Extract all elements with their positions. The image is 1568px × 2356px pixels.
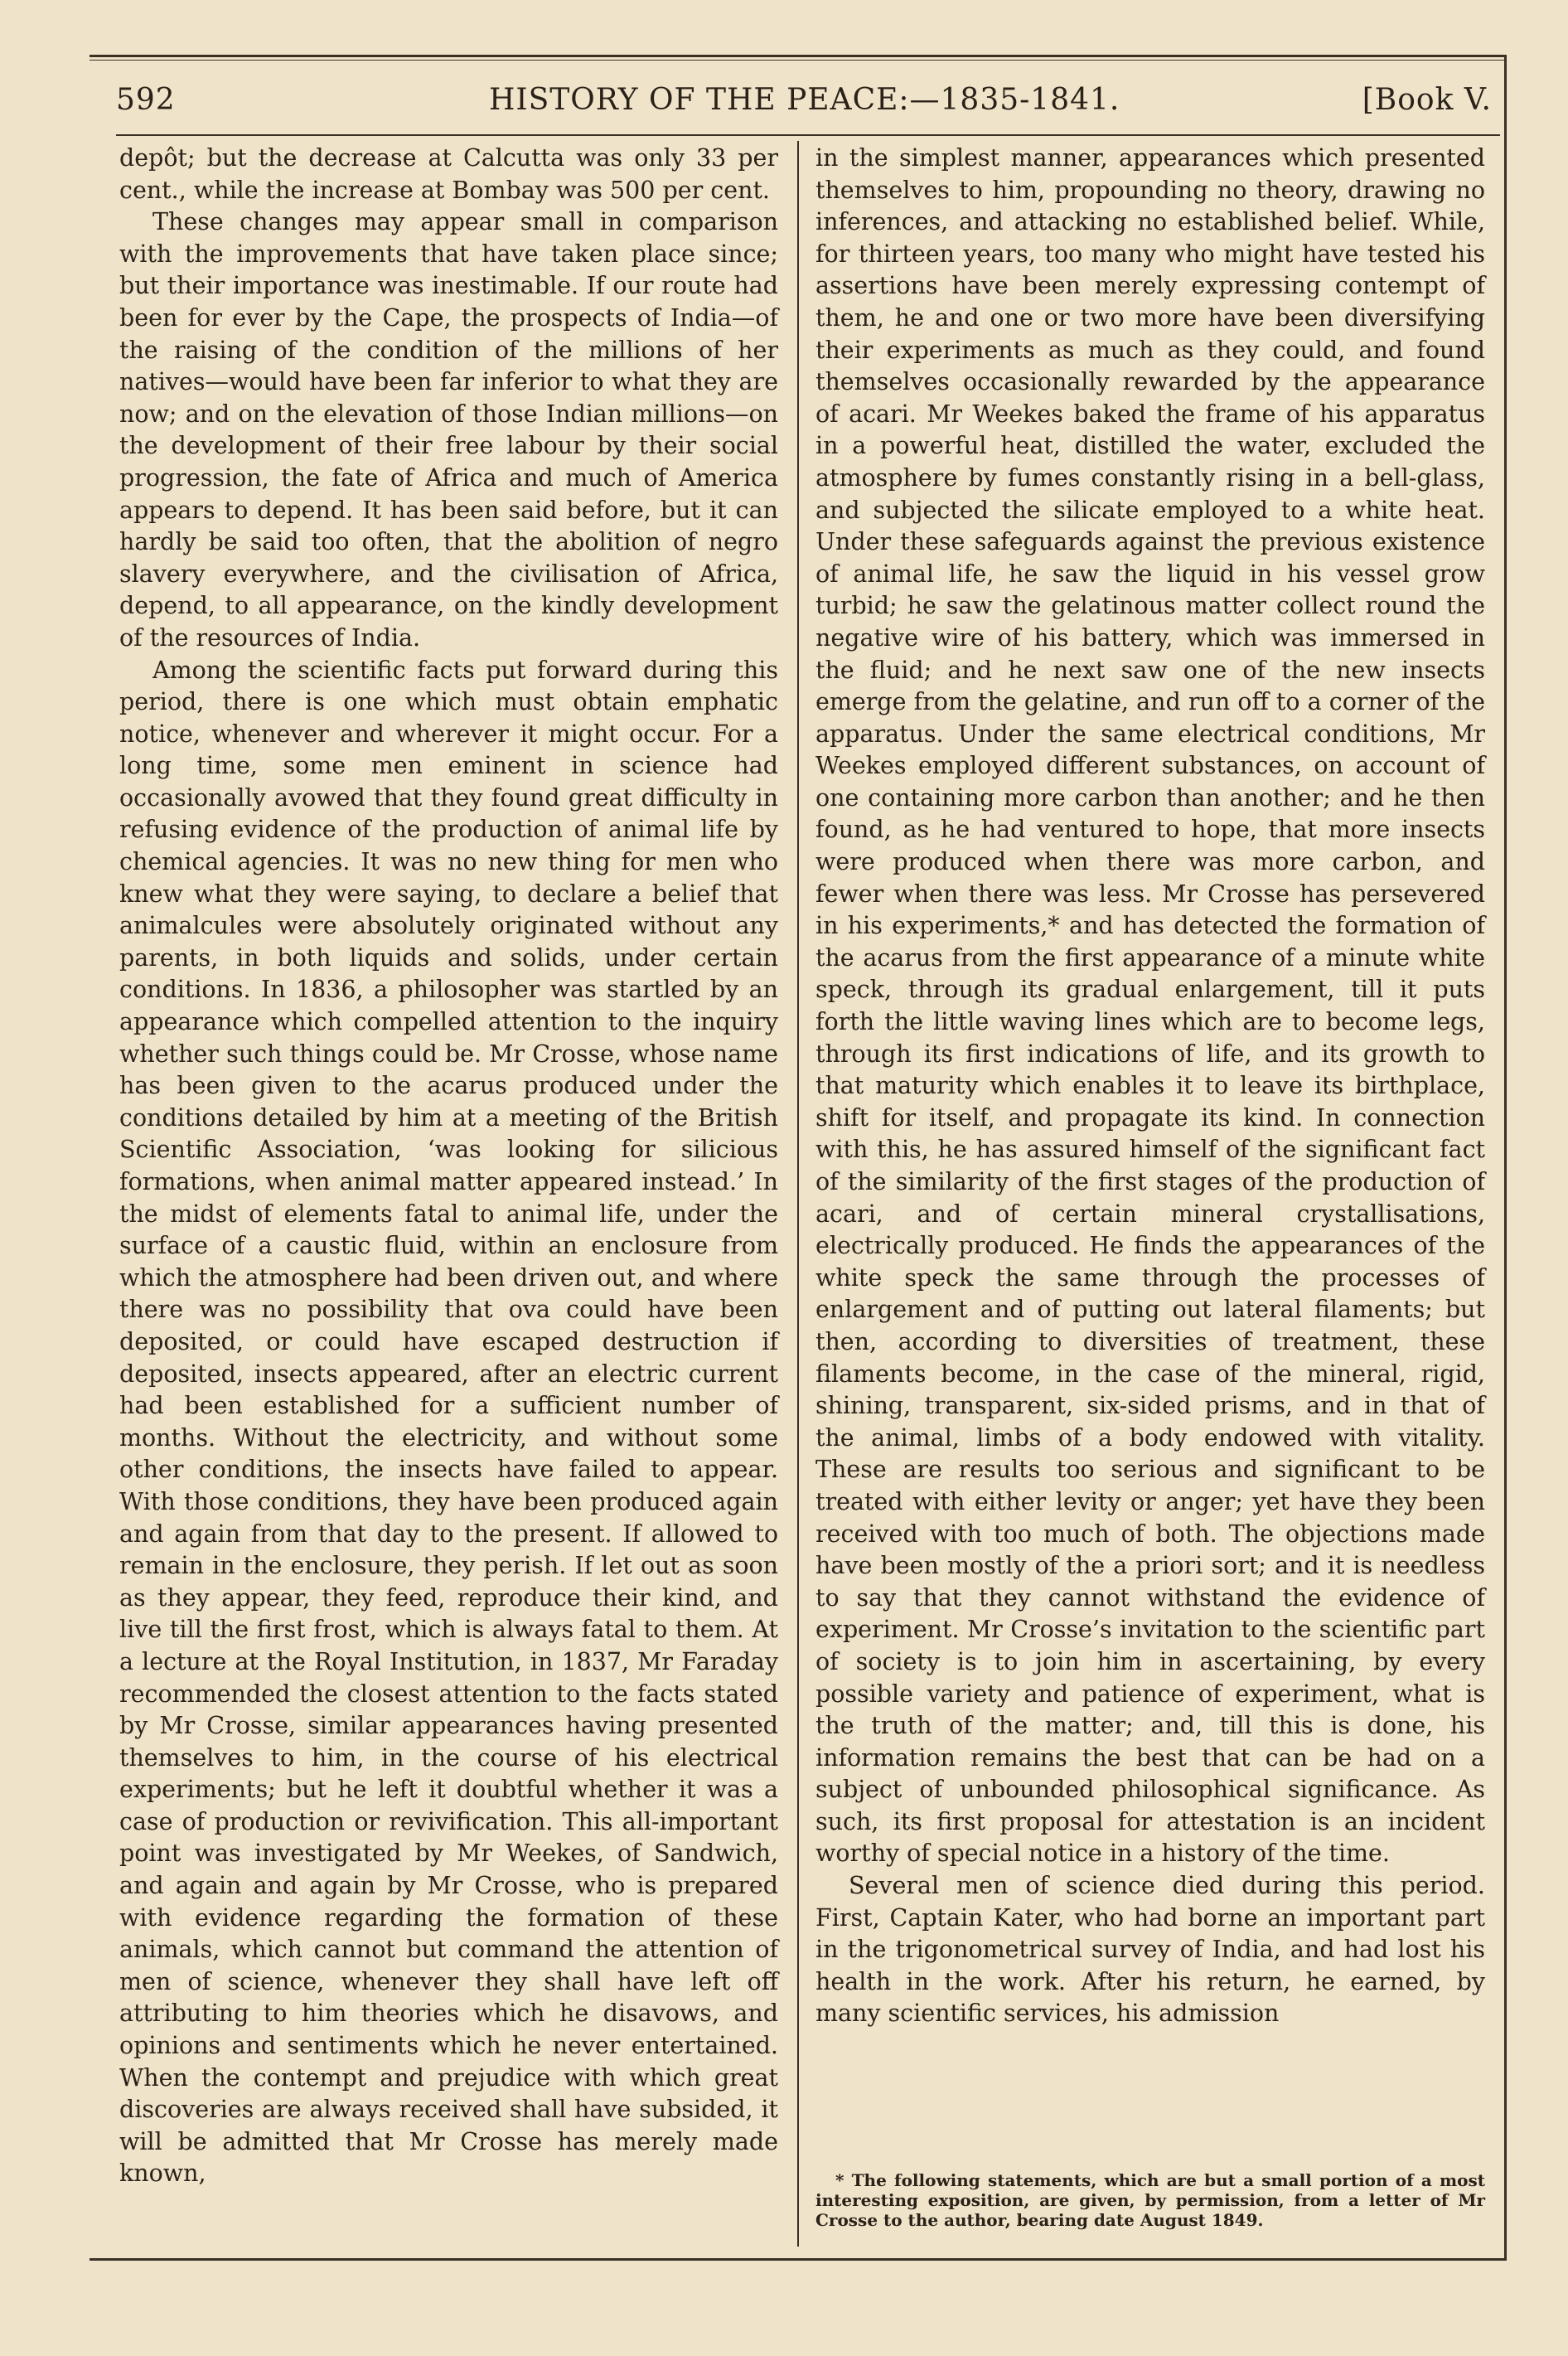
page-number: 592 (116, 83, 176, 117)
column-divider (797, 141, 799, 2247)
paragraph: These changes may appear small in comparison with the improvements that have taken place since; but their importance was inestimable. If our route had been for ever by the Cape, the prospects of India—of the raising of the condition of the millions of her natives—would have been far inferior to what they are now; and on the elevation of those Indian millions—on the development of their free labour by their social progression, the fate of Africa and much of America appears to depend. It has been said before, but it can hardly be said too often, that the abolition of negro slavery everywhere, and the civilisation of Africa, depend, to all appearance, on the kindly development of the resources of India. (119, 208, 778, 652)
footnote (815, 2170, 1485, 2230)
paragraph: Among the scientific facts put forward during this period, there is one which must obtain emphatic notice, whenever and wherever it might occur. For a long time, some men eminent in science had occasionally avowed that they found great difficulty in refusing evidence of the production of animal life by chemical agencies. It was no new thing for men who knew what they were saying, to declare a belief that animalcules were absolutely originated without any parents, in both liquids and solids, under certain conditions. In 1836, a philosopher was startled by an appearance which compelled attention to the inquiry whether such things could be. Mr Crosse, whose name has been given to the acarus produced under the conditions detailed by him at a meeting of the British Scientific Association, ‘was looking for silicious formations, when animal matter appeared instead.’ In the midst of elements fatal to animal life, under the surface of a caustic fluid, within an enclosure from which the atmosphere had been driven out, and where there was no possibility that ova could have been deposited, or could have escaped destruction if deposited, insects appeared, after an electric current had been established for a sufficient number of months. Without the electricity, and without some other conditions, the insects have failed to appear. With those conditions, they have been produced again and again from that day to the present. If allowed to remain in the enclosure, they perish. If let out as soon as they appear, they feed, reproduce their kind, and live till the first frost, which is always fatal to them. At a lecture at the Royal Institution, in 1837, Mr Faraday recommended the closest attention to the facts stated by Mr Crosse, similar appearances having presented themselves to him, in the course of his electrical experiments; but he left it doubtful whether it was a case of production or revivification. This all-important point was investigated by Mr Weekes, of Sandwich, and again and again by Mr Crosse, who is prepared with evidence regarding the formation of these animals, which cannot but command the attention of men of science, whenever they shall have left off attributing to him theories which he disavows, and opinions and sentiments which he never entertained. When the contempt and prejudice with which great discoveries are always received shall have subsided, it will be admitted that Mr Crosse has merely made known, (119, 656, 778, 2188)
frame-rule-top-thin (90, 60, 1507, 61)
paragraph: in the simplest manner, appearances which presented themselves to him, propounding no theory, drawing no inferences, and attacking no established belief. While, for thirteen years, too many who might have tested his assertions have been merely expressing contempt of them, he and one or two more have been diversifying their experiments as much as they could, and found themselves occasionally rewarded by the appearance of acari. Mr Weekes baked the frame of his apparatus in a powerful heat, distilled the water, excluded the atmosphere by fumes constantly rising in a bell-glass, and subjected the silicate employed to a white heat. Under these safeguards against the previous existence of animal life, he saw the liquid in his vessel grow turbid; he saw the gelatinous matter collect round the negative wire of his battery, which was immersed in the fluid; and he next saw one of the new insects emerge from the gelatine, and run off to a corner of the apparatus. Under the same electrical conditions, Mr Weekes employed different substances, on account of one containing more carbon than another; and he then found, as he had ventured to hope, that more insects were produced when there was more carbon, and fewer when there was less. Mr Crosse has persevered in his experiments,* and has detected the formation of the acarus from the first appearance of a minute white speck, through its gradual enlargement, till it puts forth the little waving lines which are to become legs, through its first indications of life, and its growth to that maturity which enables it to leave its birthplace, shift for itself, and propagate its kind. In connection with this, he has assured himself of the significant fact of the similarity of the first stages of the production of acari, and of certain mineral crystallisations, electrically produced. He finds the appearances of the white speck the same through the processes of enlargement and of putting out lateral filaments; but then, according to diversities of treatment, these filaments become, in the case of the mineral, rigid, shining, transparent, six-sided prisms, and in that of the animal, limbs of a body endowed with vitality. These are results too serious and significant to be treated with either levity or anger; yet have they been received with too much of both. The objections made have been mostly of the a priori sort; and it is needless to say that they cannot withstand the evidence of experiment. Mr Crosse’s invitation to the scientific part of society is to join him in ascertaining, by every possible variety and patience of experiment, what is the truth of the matter; and, till this is done, his information remains the best that can be had on a subject of unbounded philosophical significance. As such, its first proposal for attestation is an incident worthy of special notice in a history of the time. (815, 144, 1485, 1868)
frame-rule-right (1504, 55, 1507, 2260)
frame-rule-top (90, 55, 1507, 57)
running-header (116, 83, 1492, 133)
right-column (815, 143, 1485, 2030)
footnote-text: * The following statements, which are but a small portion of a most interesting exposition, are given, by permission, from a letter of Mr Crosse to the author, bearing date August 1849. (815, 2170, 1485, 2230)
header-rule (116, 134, 1500, 136)
left-column (119, 143, 778, 2190)
paragraph: Several men of science died during this period. First, Captain Kater, who had borne an important part in the trigonometrical survey of India, and had lost his health in the work. After his return, he earned, by many scientific services, his admission (815, 1872, 1485, 2028)
paragraph: depôt; but the decrease at Calcutta was only 33 per cent., while the increase at Bombay was 500 per cent. (119, 144, 778, 204)
book-label: [Book V. (1362, 83, 1492, 117)
frame-rule-bottom (90, 2258, 1507, 2261)
running-title: HISTORY OF THE PEACE:—1835-1841. (489, 83, 1120, 117)
